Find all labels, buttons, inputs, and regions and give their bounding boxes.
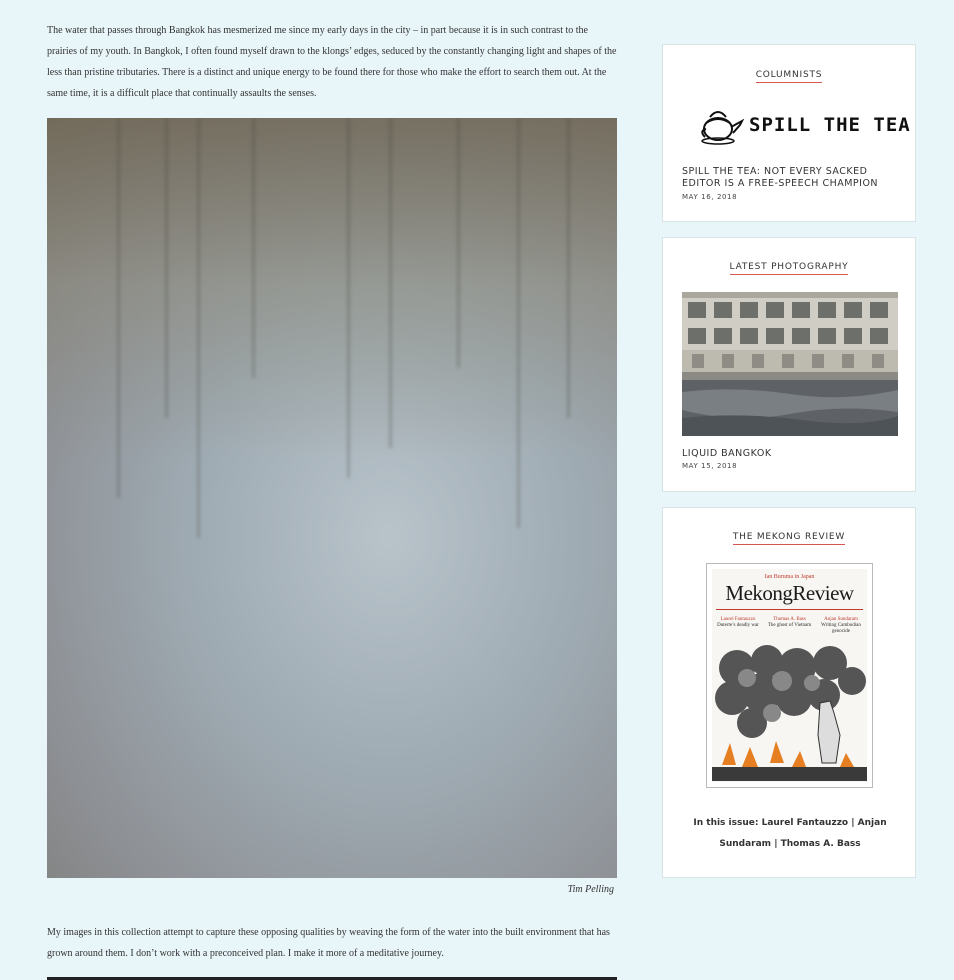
article-photo bbox=[47, 118, 617, 878]
widget-heading: THE MEKONG REVIEW bbox=[663, 532, 915, 545]
widget-heading: LATEST PHOTOGRAPHY bbox=[663, 262, 915, 275]
cover-top-line: Ian Buruma in Japan bbox=[764, 574, 815, 580]
widget-heading: COLUMNISTS bbox=[663, 70, 915, 83]
photography-post-title[interactable]: LIQUID BANGKOK bbox=[682, 448, 772, 459]
photo-caption: Tim Pelling bbox=[567, 884, 614, 895]
article-paragraph: The water that passes through Bangkok has mesmerized me since my early days in the city – in part because it is in such contrast to the prairies of my youth. In Bangkok, I often found myself drawn to the klongs’ edges, seduced by the constantly changing light and shapes of the less than pristine tributaries. There is a distinct and unique energy to be found there for those who make the effort to search them out. At the same time, it is a difficult place that continually assaults the senses. bbox=[47, 25, 617, 99]
teapot-icon[interactable] bbox=[698, 105, 746, 153]
photo-thumbnail[interactable] bbox=[682, 292, 898, 436]
post-date: MAY 15, 2018 bbox=[682, 462, 738, 470]
mekong-review-widget bbox=[662, 507, 916, 878]
article-body-2 bbox=[47, 922, 617, 964]
cover-feature: Laurel Fantauzzo Duterte’s deadly war bbox=[717, 617, 759, 628]
issue-contributors[interactable]: In this issue: Laurel Fantauzzo | Anjan Sundaram | Thomas A. Bass bbox=[693, 818, 887, 849]
magazine-cover[interactable] bbox=[706, 563, 873, 788]
cover-illustration bbox=[712, 643, 867, 781]
article-paragraph: My images in this collection attempt to capture these opposing qualities by weaving the form of the water into the built environment that has grown around them. I don’t work with a preconceived plan. I make it more of a meditative journey. bbox=[47, 927, 610, 959]
post-date: MAY 16, 2018 bbox=[682, 193, 738, 201]
article-body bbox=[47, 20, 617, 104]
columnists-widget bbox=[662, 44, 916, 222]
columnist-post-title[interactable]: SPILL THE TEA: NOT EVERY SACKED EDITOR IS A FREE-SPEECH CHAMPION bbox=[682, 166, 879, 189]
cover-feature: Thomas A. Bass The ghost of Vietnam bbox=[767, 617, 812, 628]
photography-widget bbox=[662, 237, 916, 492]
spill-the-tea-logo[interactable]: SPILL THE TEA bbox=[749, 114, 911, 136]
cover-masthead: MekongReview bbox=[725, 581, 854, 605]
cover-feature: Anjan Sundaram Writing Cambodian genocide bbox=[821, 617, 861, 634]
